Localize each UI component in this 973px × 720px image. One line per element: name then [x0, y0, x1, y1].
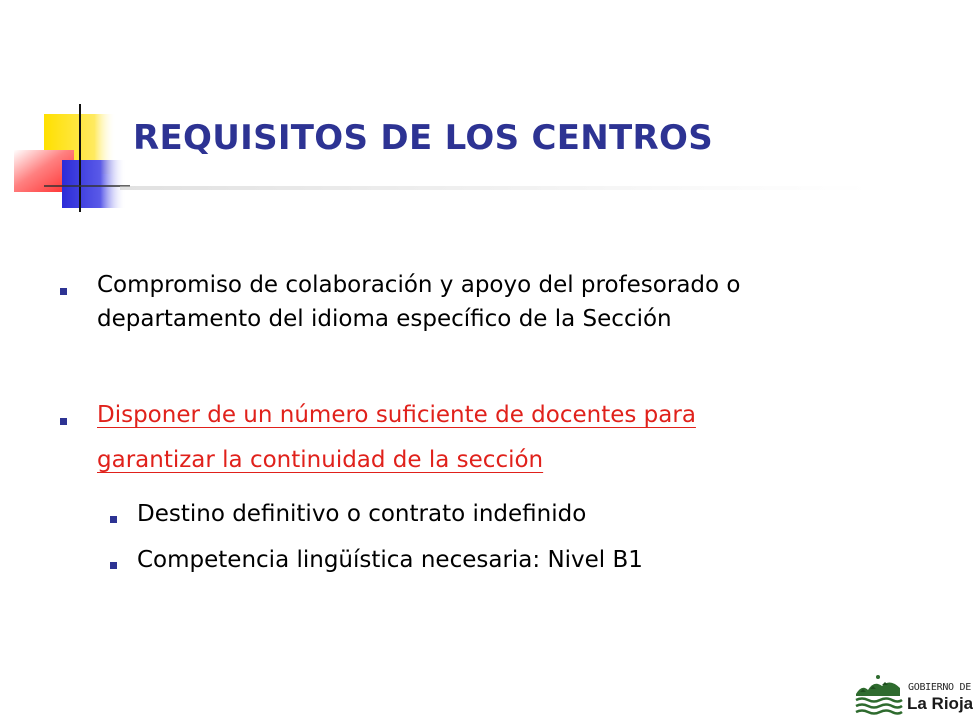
hyperlink-line[interactable]: garantizar la continuidad de la sección [97, 447, 544, 473]
slide-title: REQUISITOS DE LOS CENTROS [133, 118, 713, 158]
sub-bullet-marker [110, 562, 117, 569]
sub-list-item-text: Competencia lingüística necesaria: Nivel B1 [137, 547, 643, 573]
list-item-link[interactable] [97, 393, 897, 483]
sub-list-item [137, 543, 937, 577]
sub-list-item-text: Destino definitivo o contrato indefinido [137, 501, 587, 527]
la-rioja-landscape-emblem-icon [852, 672, 904, 714]
logo-text-bottom: La Rioja [907, 694, 973, 713]
bullet-marker [60, 418, 67, 425]
gobierno-la-rioja-logo [852, 664, 973, 720]
sub-bullet-marker [110, 516, 117, 523]
list-item-line: Compromiso de colaboración y apoyo del profesorado o [97, 272, 741, 298]
list-item-line: departamento del idioma específico de la Sección [97, 306, 672, 332]
logo-text-top: GOBIERNO DE [908, 682, 971, 693]
list-item [97, 268, 897, 336]
bullet-marker [60, 288, 67, 295]
hyperlink-line[interactable]: Disponer de un número suficiente de docentes para [97, 402, 696, 428]
sub-list-item [137, 497, 937, 531]
